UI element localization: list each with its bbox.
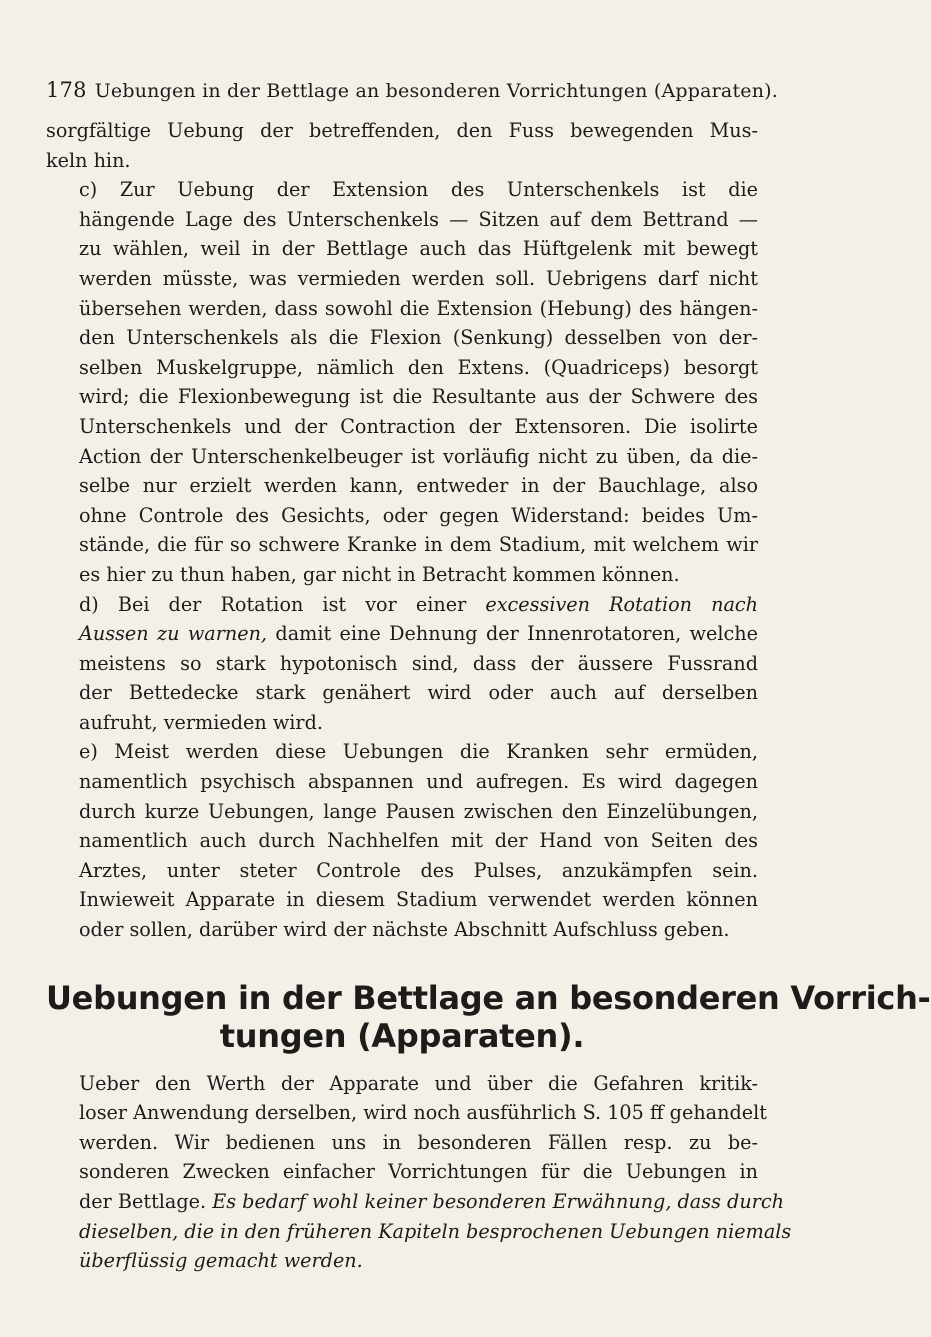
text-line: aufruht, vermieden wird. bbox=[79, 710, 323, 734]
text-line: sonderen Zwecken einfacher Vorrichtungen für die Uebungen in bbox=[79, 1160, 758, 1184]
text-line bbox=[46, 619, 758, 649]
text-line: namentlich auch durch Nachhelfen mit der Hand von Seiten des bbox=[79, 829, 758, 853]
text-line: werden müsste, was vermieden werden soll. Uebrigens darf nicht bbox=[79, 266, 758, 290]
text-line: e) Meist werden diese Uebungen die Kranken sehr ermüden, bbox=[79, 740, 758, 764]
text-line: stände, die für so schwere Kranke in dem Stadium, mit welchem wir bbox=[79, 533, 758, 557]
text-line: hängende Lage des Unterschenkels — Sitzen auf dem Bettrand — bbox=[79, 207, 758, 231]
text-line: es hier zu thun haben, gar nicht in Betracht kommen können. bbox=[79, 562, 680, 586]
text-line: Inwieweit Apparate in diesem Stadium verwendet werden können bbox=[79, 888, 758, 912]
paragraph-d bbox=[46, 590, 758, 738]
paragraph-c bbox=[46, 175, 758, 589]
text-line: sorgfältige Uebung der betreffenden, den Fuss bewegenden Mus- bbox=[46, 119, 758, 142]
running-title: Uebungen in der Bettlage an besonderen Vorrichtungen (Apparaten). bbox=[94, 80, 779, 102]
text-line: keln hin. bbox=[46, 148, 131, 172]
page-number: 178 bbox=[46, 78, 87, 102]
text-line: der Bettedecke stark genähert wird oder auch auf derselben bbox=[79, 681, 758, 705]
text-line: zu wählen, weil in der Bettlage auch das Hüftgelenk mit bewegt bbox=[79, 237, 758, 261]
emphasis-text: Es bedarf wohl keiner besonderen Erwähnung, dass durch bbox=[212, 1190, 784, 1213]
text-line bbox=[46, 1187, 784, 1217]
text-line bbox=[46, 590, 758, 620]
text-line: Unterschenkels und der Contraction der Extensoren. Die isolirte bbox=[79, 414, 758, 438]
text-run: d) Bei der Rotation ist vor einer bbox=[79, 592, 486, 616]
text-line: oder sollen, darüber wird der nächste Abschnitt Aufschluss geben. bbox=[79, 918, 730, 942]
emphasis-line: dieselben, die in den früheren Kapiteln besprochenen Uebungen niemals bbox=[79, 1219, 792, 1243]
text-line: namentlich psychisch abspannen und aufregen. Es wird dagegen bbox=[79, 770, 758, 794]
emphasis-line: überflüssig gemacht werden. bbox=[79, 1249, 363, 1273]
text-line: den Unterschenkels als die Flexion (Senkung) desselben von der- bbox=[79, 326, 758, 350]
text-run: der Bettlage. bbox=[79, 1190, 213, 1213]
text-line: werden. Wir bedienen uns in besonderen Fällen resp. zu be- bbox=[79, 1130, 758, 1154]
text-line: Ueber den Werth der Apparate und über die Gefahren kritik- bbox=[79, 1071, 758, 1095]
text-line: Arztes, unter steter Controle des Pulses, anzukämpfen sein. bbox=[79, 858, 758, 882]
paragraph-e bbox=[46, 737, 758, 944]
text-line: durch kurze Uebungen, lange Pausen zwischen den Einzelübungen, bbox=[79, 799, 758, 823]
emphasis-text: excessiven Rotation nach bbox=[485, 592, 758, 616]
text-line: Action der Unterschenkelbeuger ist vorläufig nicht zu üben, da die- bbox=[79, 444, 758, 468]
text-line: meistens so stark hypotonisch sind, dass der äussere Fussrand bbox=[79, 651, 758, 675]
page-body bbox=[46, 116, 931, 1276]
text-line: wird; die Flexionbewegung ist die Resultante aus der Schwere des bbox=[79, 385, 758, 409]
text-line: übersehen werden, dass sowohl die Extension (Hebung) des hängen- bbox=[79, 296, 758, 320]
text-line: selben Muskelgruppe, nämlich den Extens. (Quadriceps) besorgt bbox=[79, 355, 758, 379]
emphasis-text: Aussen zu warnen, bbox=[79, 622, 268, 646]
running-header bbox=[46, 78, 786, 102]
text-line: loser Anwendung derselben, wird noch ausführlich S. 105 ff gehandelt bbox=[79, 1101, 767, 1125]
heading-line: Uebungen in der Bettlage an besonderen Vorrich- bbox=[46, 978, 931, 1017]
text-line: ohne Controle des Gesichts, oder gegen Widerstand: beides Um- bbox=[79, 503, 758, 527]
text-line: c) Zur Uebung der Extension des Unterschenkels ist die bbox=[79, 178, 758, 202]
paragraph-apparatus bbox=[46, 1069, 792, 1276]
section-heading bbox=[46, 978, 931, 1055]
paragraph-continuation bbox=[46, 116, 758, 175]
heading-line: tungen (Apparaten). bbox=[219, 1016, 585, 1055]
text-line: selbe nur erzielt werden kann, entweder in der Bauchlage, also bbox=[79, 474, 758, 498]
text-run: damit eine Dehnung der Innenrotatoren, welche bbox=[267, 622, 759, 646]
